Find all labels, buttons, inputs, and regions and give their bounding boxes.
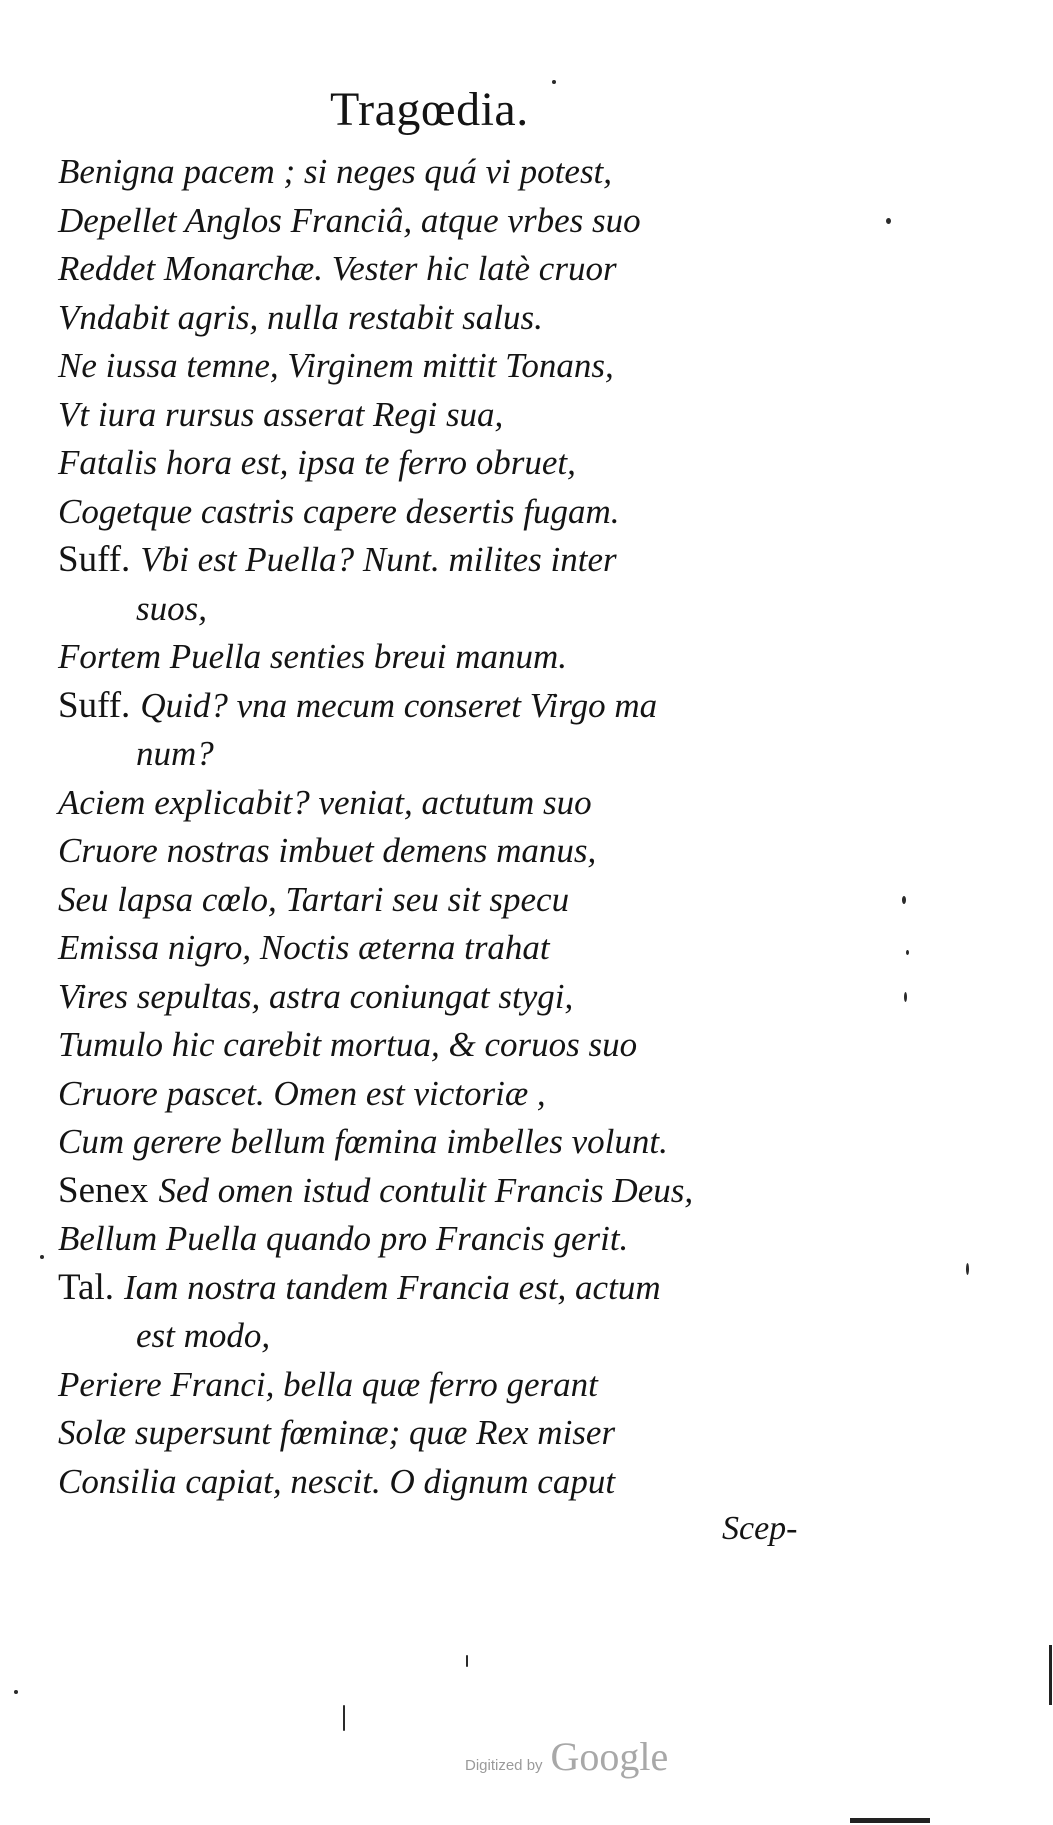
verse-line	[58, 1458, 818, 1507]
verse-line	[58, 633, 818, 682]
verse-line	[58, 827, 818, 876]
verse-text: Iam nostra tandem Francia est, actum	[123, 1267, 661, 1307]
digitized-watermark	[465, 1733, 668, 1780]
google-logo-text: Google	[550, 1734, 669, 1779]
verse-line	[58, 536, 818, 585]
verse-text: Cruore nostras imbuet demens manus,	[58, 831, 597, 870]
verse-line	[58, 148, 818, 197]
verse-line	[58, 973, 818, 1022]
verse-line	[58, 245, 818, 294]
speaker-label: Suff.	[58, 684, 131, 726]
verse-line	[58, 439, 818, 488]
verse-text: Vires sepultas, astra coniungat stygi,	[58, 976, 574, 1016]
verse-text: Fortem Puella senties breui manum.	[58, 637, 568, 676]
verse-line	[58, 294, 818, 343]
scan-speck	[343, 1705, 345, 1731]
verse-line	[58, 682, 818, 731]
verse-block	[58, 148, 818, 1506]
scan-speck	[902, 896, 906, 904]
verse-line	[58, 391, 818, 440]
verse-text: Aciem explicabit? veniat, actutum suo	[58, 782, 592, 822]
catchword: Scep-	[722, 1510, 798, 1547]
speaker-label: Tal.	[58, 1266, 114, 1308]
verse-line	[58, 876, 818, 925]
verse-line	[58, 1070, 818, 1119]
verse-text: Sed omen istud contulit Francis Deus,	[158, 1170, 694, 1210]
verse-line	[58, 1021, 818, 1070]
verse-text: Cogetque castris capere desertis fugam.	[58, 491, 620, 531]
verse-text: Cum gerere bellum fœmina imbelles volunt.	[58, 1122, 668, 1161]
scan-speck	[966, 1263, 969, 1275]
verse-line	[58, 730, 818, 779]
scan-speck	[906, 950, 909, 955]
verse-line	[58, 342, 818, 391]
verse-text: Ne iussa temne, Virginem mittit Tonans,	[58, 346, 614, 385]
verse-text: Reddet Monarchæ. Vester hic latè cruor	[58, 249, 617, 288]
scan-speck	[904, 992, 907, 1002]
verse-line	[58, 1312, 818, 1361]
verse-text: Tumulo hic carebit mortua, & coruos suo	[58, 1025, 638, 1064]
verse-line	[58, 1167, 818, 1216]
verse-text: Cruore pascet. Omen est victoriæ ,	[58, 1073, 546, 1113]
scan-speck	[40, 1255, 44, 1259]
digitized-by-text: Digitized by	[465, 1757, 543, 1774]
verse-line	[58, 1118, 818, 1167]
speaker-label: Senex	[58, 1169, 149, 1211]
scan-speck	[466, 1655, 468, 1667]
scan-speck	[886, 218, 891, 224]
verse-text: Quid? vna mecum conseret Virgo ma	[140, 685, 658, 725]
verse-text: Consilia capiat, nescit. O dignum caput	[58, 1461, 616, 1501]
running-title: Tragœdia.	[330, 83, 529, 136]
verse-line	[58, 488, 818, 537]
verse-line	[58, 197, 818, 246]
page-edge-mark	[850, 1818, 930, 1823]
verse-text: Vt iura rursus asserat Regi sua,	[58, 394, 504, 434]
speaker-label: Suff.	[58, 539, 131, 580]
verse-line	[58, 779, 818, 828]
verse-text: Bellum Puella quando pro Francis gerit.	[58, 1219, 629, 1258]
verse-text: num?	[136, 734, 214, 773]
verse-text: Periere Franci, bella quæ ferro gerant	[58, 1364, 598, 1404]
verse-text: Seu lapsa cœlo, Tartari seu sit specu	[58, 879, 570, 919]
verse-text: Vbi est Puella? Nunt. milites inter	[140, 540, 617, 579]
verse-text: Solæ supersunt fœminæ; quæ Rex miser	[58, 1413, 616, 1452]
verse-text: Benigna pacem ; si neges quá vi potest,	[58, 152, 613, 191]
scan-speck	[552, 80, 556, 84]
verse-line	[58, 1361, 818, 1410]
verse-text: Depellet Anglos Franciâ, atque vrbes suo	[58, 200, 641, 240]
page-edge-mark	[1049, 1645, 1052, 1705]
verse-line	[58, 1264, 818, 1313]
verse-text: Emissa nigro, Noctis æterna trahat	[58, 928, 550, 967]
verse-line	[58, 1215, 818, 1264]
verse-text: suos,	[136, 588, 207, 628]
verse-text: Vndabit agris, nulla restabit salus.	[58, 297, 543, 337]
verse-line	[58, 924, 818, 973]
verse-line	[58, 1409, 818, 1458]
verse-text: Fatalis hora est, ipsa te ferro obruet,	[58, 443, 576, 482]
scan-speck	[14, 1690, 18, 1694]
verse-text: est modo,	[136, 1316, 271, 1355]
verse-line	[58, 585, 818, 634]
